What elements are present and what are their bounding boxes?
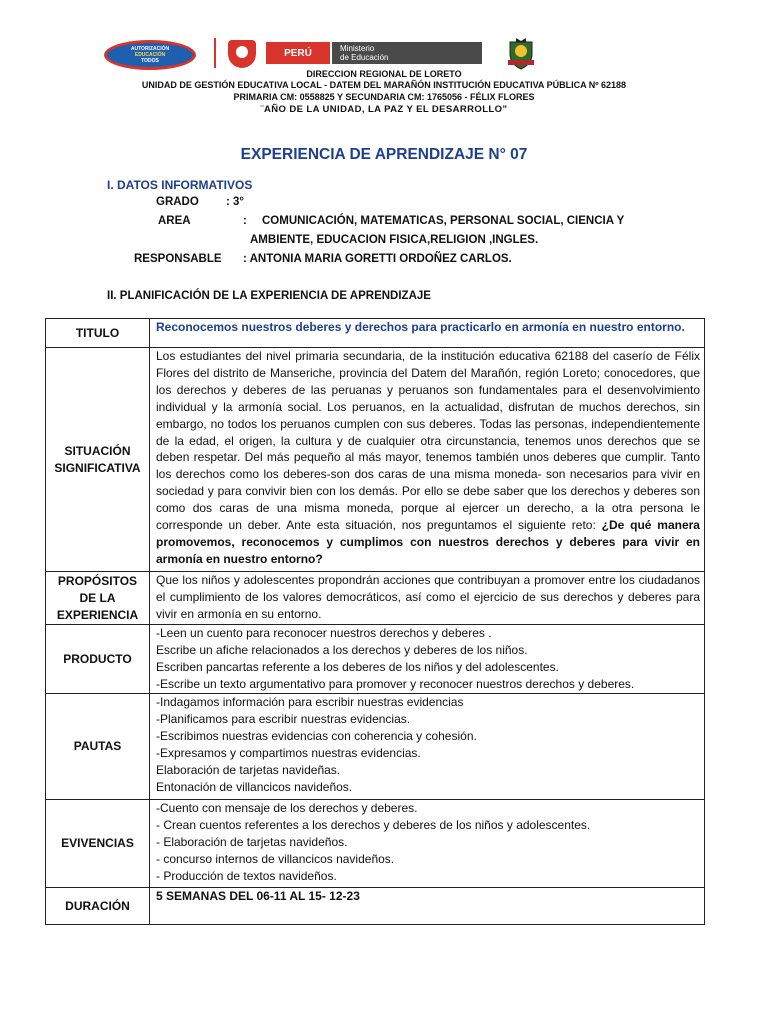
section-2-heading: II. PLANIFICACIÓN DE LA EXPERIENCIA DE APRENDIZAJE <box>107 290 431 302</box>
producto-label: PRODUCTO <box>46 625 150 694</box>
situacion-value <box>150 348 705 572</box>
situacion-text: Los estudiantes del nivel primaria secundaria, de la institución educativa 62188 del caserío de Félix Flores del distrito de Manseriche, provincia del Datem del Marañón, región Loreto; conocedores, que los derechos y deberes de las peruanas y peruanos son fundamentales para el desenvolvimiento individual y la armonía social. Los peruanos, en la actualidad, disfrutan de muchos derechos, sin embargo, no todos los peruanos cumplen con sus deberes. Todas las personas, independientemente de la edad, el origen, la cultura y de cualquier otra circunstancia, tenemos unos derechos que se deben respetar. Del más pequeño al más mayor, tenemos también unos deberes que cumplir. Tanto los derechos como los deberes-son dos caras de una misma moneda- son necesarios para vivir en sociedad y para convivir bien con los demás. Por ello se debe saber que los derechos y deberes son como dos caras de una misma moneda, porque al ejercer un derecho, a la otra persona le corresponde un deber. Ante esta situación, nos preguntamos el siguiente reto: <box>156 349 700 533</box>
duracion-value: 5 SEMANAS DEL 06-11 AL 15- 12-23 <box>150 888 705 925</box>
area-value-line-1: COMUNICACIÓN, MATEMATICAS, PERSONAL SOCIAL, CIENCIA Y <box>262 215 625 227</box>
list-item: Escriben pancartas referente a los deberes de los niños y del adolescentes. <box>156 660 559 674</box>
table-row <box>46 625 705 694</box>
area-label: AREA <box>158 215 191 227</box>
table-row <box>46 694 705 800</box>
list-item: -Escribe un texto argumentativo para promover y reconocer nuestros derechos y deberes. <box>156 677 635 691</box>
list-item: Escribe un afiche relacionados a los derechos y deberes de los niños. <box>156 643 528 657</box>
header-logos <box>104 36 564 70</box>
list-item: - Crean cuentos referentes a los derechos y deberes de los niños y adolescentes. <box>156 818 591 832</box>
ministerio-logo: Ministerio de Educación <box>332 42 482 64</box>
situacion-reto: ¿De qué manera promovemos, reconocemos y cumplimos con nuestros derechos y deberes para vivir en armonía en nuestro entorno? <box>156 518 700 566</box>
list-item: - Producción de textos navideños. <box>156 869 337 883</box>
situacion-label: SITUACIÓN SIGNIFICATIVA <box>46 348 150 572</box>
evivencias-label: EVIVENCIAS <box>46 800 150 888</box>
grado-label: GRADO <box>156 196 199 208</box>
titulo-label: TITULO <box>46 319 150 348</box>
education-campaign-logo: AUTORIZACIÓN EDUCACIÓN TODOS <box>104 40 196 70</box>
list-item: Elaboración de tarjetas navideñas. <box>156 763 341 777</box>
peru-logo: PERÚ <box>266 42 330 64</box>
responsable-value: : ANTONIA MARIA GORETTI ORDOÑEZ CARLOS. <box>243 253 512 265</box>
list-item: -Planificamos para escribir nuestras evidencias. <box>156 712 411 726</box>
list-item: - Elaboración de tarjetas navideños. <box>156 835 348 849</box>
propositos-value: Que los niños y adolescentes propondrán acciones que contribuyan a promover entre los ciudadanos el cumplimiento de los valores democráticos, así como el ejercicio de sus derechos y deberes para vivir en armonía en su entorno. <box>150 572 705 625</box>
school-crest-icon <box>504 36 538 70</box>
pautas-list <box>150 694 705 800</box>
peru-shield-icon <box>228 40 256 68</box>
propositos-label: PROPÓSITOS DE LA EXPERIENCIA <box>46 572 150 625</box>
section-1-heading: I. DATOS INFORMATIVOS <box>107 178 253 192</box>
list-item: -Expresamos y compartimos nuestras evidencias. <box>156 746 421 760</box>
table-row <box>46 319 705 348</box>
list-item: -Cuento con mensaje de los derechos y deberes. <box>156 801 418 815</box>
area-colon: : <box>243 215 247 227</box>
planning-table <box>45 318 705 925</box>
grado-value: : 3° <box>226 196 245 208</box>
table-row <box>46 888 705 925</box>
list-item: - concurso internos de villancicos navideños. <box>156 852 395 866</box>
area-value-line-2: AMBIENTE, EDUCACION FISICA,RELIGION ,INGLES. <box>250 234 539 246</box>
header-line-1: DIRECCION REGIONAL DE LORETO <box>306 69 462 79</box>
header-line-2: UNIDAD DE GESTIÓN EDUCATIVA LOCAL - DATEM DEL MARAÑÓN INSTITUCIÓN EDUCATIVA PÚBLICA Nº 62188 <box>141 80 627 90</box>
table-row <box>46 572 705 625</box>
pautas-label: PAUTAS <box>46 694 150 800</box>
list-item: -Escribimos nuestras evidencias con coherencia y cohesión. <box>156 729 477 743</box>
evivencias-list <box>150 800 705 888</box>
header-line-3: PRIMARIA CM: 0558825 Y SECUNDARIA CM: 1765056 - FÉLIX FLORES <box>233 92 535 102</box>
header-year-motto: ¨AÑO DE LA UNIDAD, LA PAZ Y EL DESARROLLO” <box>260 104 508 115</box>
page-title: EXPERIENCIA DE APRENDIZAJE N° 07 <box>240 146 528 163</box>
producto-list <box>150 625 705 694</box>
logo-divider <box>214 38 216 68</box>
table-row <box>46 348 705 572</box>
list-item: -Leen un cuento para reconocer nuestros derechos y deberes . <box>156 626 492 640</box>
duracion-label: DURACIÓN <box>46 888 150 925</box>
titulo-value: Reconocemos nuestros deberes y derechos para practicarlo en armonía en nuestro entorno. <box>150 319 705 348</box>
list-item: Entonación de villancicos navideños. <box>156 780 353 794</box>
list-item: -Indagamos información para escribir nuestras evidencias <box>156 695 464 709</box>
responsable-label: RESPONSABLE <box>134 253 222 265</box>
table-row <box>46 800 705 888</box>
